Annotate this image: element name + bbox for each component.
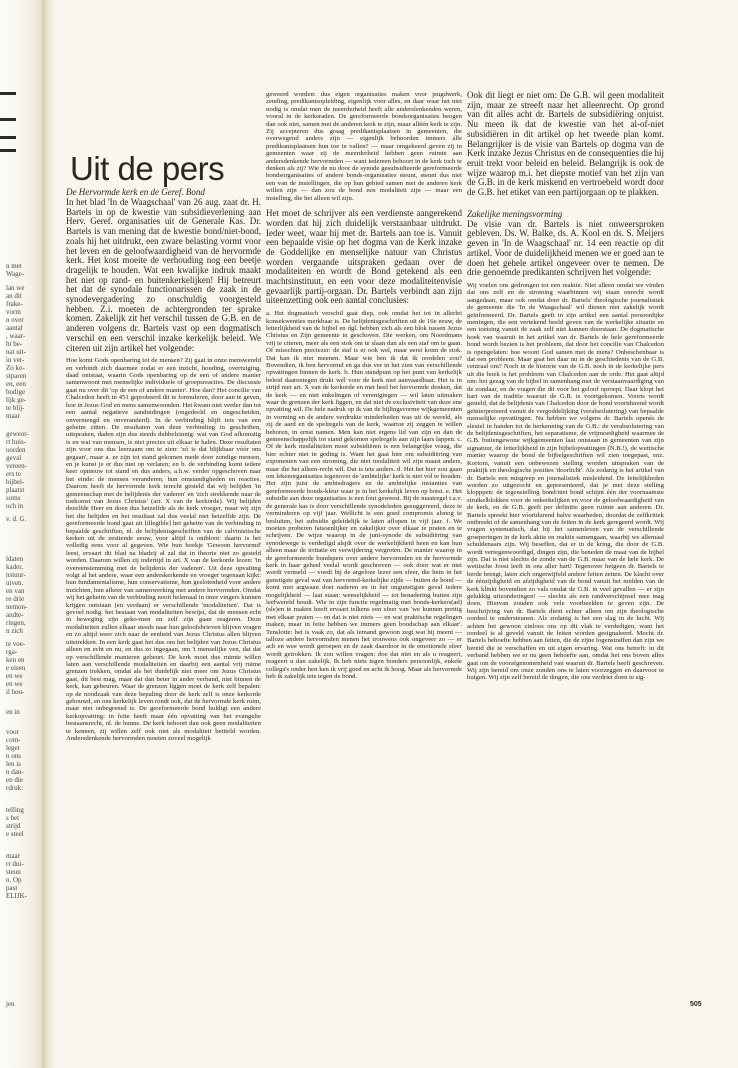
black-rule-mark	[0, 136, 16, 139]
section-subheading: Zakelijke meningsvorming	[467, 208, 563, 219]
article-title: Uit de pers	[70, 150, 225, 187]
previous-page-text: te voe- rga- ken en e eisen en we en we il hou-	[6, 640, 26, 696]
book-gutter	[42, 0, 54, 1068]
paragraph-gap	[467, 202, 664, 209]
column-1	[66, 187, 261, 1035]
previous-page-text: jen	[6, 1000, 15, 1008]
black-rule-mark	[0, 118, 16, 121]
section-subheading: De Hervormde kerk en de Geref. Bond	[66, 187, 205, 197]
commentary-paragraph: Ook dit liegt er niet om: De G.B. wil geen modaliteit zijn, maar ze streeft naar het alleenrecht. Op grond van dit alles acht dr. Bartels de subsidiëring onjuist. Nu meen ik dat de kwestie van het al-of-niet subsidiëren in dit artikel op het tweede plan komt. Belangrijker is de visie van Bartels op dogma van de Kerk inzake Jezus Christus en de consequenties die hij eruit trekt voor beleid en beleid. Belangrijk is ook de wijze waarop m.i. het diepste motief van het zijn van de G.B. in de kerk miskend en vertroebeld wordt door de G.B. het etiket van een partijorgaan op te plakken.	[467, 91, 664, 198]
conclusions-list: a. Het dogmatisch verschil gaat diep, ook omdat het tot in allerlei konsekwenties merkbaar is. De belijdenisgeschriften uit de 16e eeuw, de letterlijkheid van de bijbel en dgl. hebben zich als een blok tussen Jezus Christus en Zijn gemeente in geschoven. Die werken, om Noordmans vrij te citeren, meer als een stok om te slaan dan als een staf om te gaan. Of misschien preciezer: de staf is er ook wel, maar eerst komt de stok. Dat kan ik niet meenen. Maar wie ben ik dat ik oordelen zou? Bovendien, ik ben hervormd en ga dus ver in het zien van verschillende opvattingen binnen de kerk. b. Hun standpunt op het punt van kerkelijk beleid daarentegen drukt wél voor de kerk niet aanvaardbaar. Het is in strijd met art. X van de kerkorde en met heel het hervormde denken, dat de kerk — en niet enkelingen of verenigingen — wil laten uitmaken waar de grenzen der kerk liggen, en dat niet de exclusiviteit van deze ene opvatting wil. De hele nadruk op ik van de bijlingsvorme wijkgemeenten in vorming en de andere verdrukte minderheden was uit de wereld, als zij de aard en de spelregels van de kerk, waartoe zij zeggen te willen behoren, in ernst namen. Men kan niet ergens lid van zijn en dan de gemeenschappelijk tot stand gekomen spelregels aan zijn laars lappen. c. Of de kerk modaliteiten moet subsidiëren is een belangrijke vraag, die hier echter niet in geding is. Want het gaat hier om subsidiëring van exponenten van een stroming, die niet modaliteit wil zijn maast anders, maar die het alleen-recht wil. Dat is iets anders. d. Het het hier zou gaan om lekenorganisaties tegenover de 'ambtelijke' kerk is niet vol te houden. Het zijn juist de ambtsdragers en de ambtelijke instanties van gereformeerde bonds-kleur waar je in het kerkelijk leven op botst. e. Het subsidie aan deze organisaties is een fout geweest. Bij de maatregel t.a.v. de generale kas is door verschillende synodeleden gesuggereerd, deze te verminderen op vijf jaar. Wellicht is een goed compromis alsnog te besluiten, het subsidie geleidelijk te laten aflopen in vijf jaar. f. We moeten proberen fatsoenlijker en zakelijker over elkaar te praten en te schrijven. De wijze waarop in de juni-synode de subsidiëring van synodewege is verdedigd alsjdt over de werkelijkheid heen en kan hun alleen maar de irritatie en verwijdering vergroten. De manier waarop in de gereformeerde bondspers over andere hervormden en de hervormde kerk in haar geheel veelal wordt geschreven — ook door wat er niet wordt vermeld — voedt bij de argeloze lezer een sfeer, die hem in het gunstigste geval wat van hervormd-kerkelijke zijde — buiten de bond — komt met argwaan doet naderen en in het ongunstigste geval iedere mogelijkheid — laat staan: wenselijkheid — tot benadering buiten zijn leefwereld houdt. Wie in zijn functie regelmatig met bonds-kerkers(ad)(sle)en te maken heeft ervaart telkens een sfeer van 'we kunnen prettig met elkaar praten — en dat is niet niets — en wat praktische regelingen maken, maar in feite hebben we immers geen boodschap aan elkaar'. Tenslotte: het is vaak zo, dat als iemand gewoon zegt wat hij meent — talloze andere hervormden menen het trouwens ook ongeveer zo — er ach en wee wordt geroepen en de zaak daardoor in de emotionele sfeer wordt getrokken. Ik zou willen vragen: doe dat niet en als u reageert, reageert u dan zakelijk. Ik heb niets tegen bonders persoonlijk, enkele collega's onder hen ken ik vrij goed en acht ik hoog. Maar als hervormde heb ik zakelijk iets tegen de bond.	[266, 310, 462, 681]
quoted-text: geweerd worden: dus eigen organisaties maken voor jeugdwerk, zending, predikantsopleiding, eigenlijk voor alles, en daar waar het niet nodig is omdat men de meerderheid heeft alle anderslenkenden weren, vooral in de kerkeraden. De gereformeerde bondsorganisaties beogen dan ook niet, samen met de anderen kerk te zijn, maar alléén kerk te zijn. Zij accepteren dus graag predikantsplaatsen in gemeenten, die overwegend anders zijn — eigenlijk behoorden immers álle predikantsplaatsen hun toe te vallen? — maar omgekeerd geven zij in gemeenten waar zij de meerderheid hebben geen ruimte aan andersdenkende hervormden — want iedereen behoort in de kerk toch te denken als zij? Wie de nu door de synode gesubsidieerde gereformeerde bondsorganisaties of andere bonds-organisaties steunt, steunt dus niet een van de instellingen, die op hun gebied samen met de anderen kerk willen zijn — dan zou de bond een modaliteit zijn — maar een instelling, die het alleen wil zijn.	[266, 91, 462, 202]
quoted-text: Wij voelen ons gedrongen tot een reaktie. Niet alleen omdat we vinden dat ons zelf en de stroming waarbinnen wij staan onrecht wordt aangedaan, maar ook omdat door dr. Bartels' theologische journalistiek de gemeente die 'In de Waagschaal' wil dienen niet zakelijk wordt geïnformeerd. Dr. Bartels geeft in zijn artikel een aantal persoonlijke meningen, die een vertekend beeld geven van de werkelijke situatie en een toetsing vanuit de zaak zelf niet kunnen doorstaan. De dogmatische hoek van waaruit in het artikel van dr. Bartels de hele gereformeerde bond wordt bezien is het probleem, dat door het concilie van Chalcedon is opengelaten: hoe woont God samen met de mens? Onbeschenbaar is dat een probleem. Maar gaat het daar nu in de geschiedenis van de G.B. centraal om? Noch in de historie van de G.B. noch in de kerkelijke pers uit die hoek is het probleem van Chalcedon aan de orde. Het gaat altijd om: het gezag van de bijbel in samenhang met de verstaanvaardiging van de zondaar, en de vragen die dit voor het geloof oproept. Daar klopt het hart van de traditie waaruit de G.B. is voortgekomen. Voorts wordt gesteld, dat de belijdenis van Chalcedon door de bond voortdurend wordt geïnterpreteerd vanuit de vergoddelijking (verabsolutering) van bepaalde menselijke opvattingen. Nu hebben we volgens dr. Bartels openés de sleutel in handen tot de herkenning van de G.B.: de verabsolutering van de belijdenisgeschriften, het separatisme, de vrijmoedigheid waarmee de G.B. buitengewone wijkgemeenten laat ontstaan in gemeenten van zijn signatuur, de letterlijkheid in zijn bijbelopvattingen (N.B.!), de wettische manier waarop de bond de bijbelgeschriften wil zien toegepast, enz. Kortom, vanuit een onbewezen stelling worden uitspraken van de praktijk en theologische posities 'doorlicht'. Als zodanig is het artikel van dr. Bartels een misgreep en journalistiek misleidend. De feitelijkheden worden zo uitgezocht en gepresenteerd, dat je met deze stelling klopppen: de tegenstelling bond/niet bond schijnt één der voornaamste struikelblokken voor de onkerkelijken en voor de geloofwaardigheid van de kerk, en de G.B. geeft per definitie geen ruimte aan anderen. Dr. Bartels spreekt hier vóortdurend halve waarheden, doordat de zelfkritiek ontbreekt of de samenhang van de feiten in de kerk geregeerd wordt. Wij vragen systematisch, dat bij het samenleven van de verschillende groeperingen in de kerk aktie en reaktie samengaan, waarbij we allemaal schuldenaars zijn. Wij beseffen, dat er in de kring, die door de G.B. wordt vertegenwoordigd, dingen zijn, die beneden de maat van de bijbel zijn. Dat is niet slechts de zonde van de G.B. maar van de hele kerk. De wettische Joost leeft in ons aller hart! Tegenover hetgeen dr. Bartels te berde brengt, laten zich ongetwijfeld andere feiten zetten. De klacht over de éénzijdigheid en afzijdigheid van de bond vanuit het midden van de kerk klinkt bovendien zo vals omdat de G.B. in veel gevallen — er zijn gelukkig uitzonderingen! — slechts als een randverschijnsel mee mag doen. Hiervan zouden ook vele voorbeelden te geven zijn. De beschrijving van dr. Bartels dient echter alleen om zijn theologische oordeel te ondersteunen. Als zodanig is het een slag in de lucht. Wij achten het gewoon zinloos ons op dit vlak te verdedigen, want het oordeel is al geveld vanuit de feiten worden gesignaleerd. Mocht dr. Bartels behoefte hebben aan feiten, die de zijne logenstraffen dan zijn we bereid die te verschaffen en uit eigen ervaring. Wat ons betreft: in dit verband hebben we er nu geen behoefte aan, omdat het ons boven alles gaat om de voorafgenomenheid van waaruit dr. Bartels heeft geschreven. Wij zijn bereid om onze zonden ons te laten voorzeggen en daarvoor te buigen. Wij zijn zelf bereid de dingen, die ons verdriet doen te sig-	[467, 281, 664, 682]
black-rule-mark	[0, 149, 16, 152]
previous-page-text: en in	[6, 708, 20, 716]
previous-page-text: v. d. G.	[6, 515, 27, 523]
previous-page-text: lan we an dit frake- vorm n over aantal , waar- ht be- nat uit- in ver- Zo ko- stparen en, een bodige lijk ge- te blij- maar	[6, 284, 27, 420]
previous-page-text: n met Wage-	[6, 262, 25, 278]
column-2	[266, 91, 462, 1035]
column-3	[467, 91, 664, 1035]
previous-page-text: voor com- leger n ons len is n dan- en die rdruk:	[6, 728, 24, 792]
black-rule-mark	[0, 92, 16, 95]
previous-page-text: ldaten kader, nstuur- uiven. en van re drie nemon- andte- ringen, n zich	[6, 555, 28, 635]
commentary-paragraph: Het moet de schrijver als een verdienste aangerekend worden dat hij zich duidelijk verstaanbaar uitdrukt. Ieder weet, waar hij met dr. Bartels aan toe is. Vanuit een bepaalde visie op het dogma van de Kerk inzake de Goddelijke en menselijke natuur van Christus worden vergaande uitspraken gedaan over de modaliteiten en wordt de Bond getekend als een machtsinstituut, en een voor deze modaliteitenvisie gevaarlijk partij-orgaan. Dr. Bartels verbindt aan zijn uiteenzetting ook een aantal conclusies:	[266, 208, 462, 306]
previous-page-edge	[0, 0, 42, 1068]
previous-page-text: geweor- rt buis- oorden geval vereen- ers te bijbel- plaatst soms och in	[6, 430, 29, 510]
intro-paragraph: In het blad 'In de Waagschaal' van 26 aug. zaat dr. H. Bartels in op de kwestie van subsidieverlening aan Herv. Geref. organisaties uit de Generale Kas. Dr. Bartels is van mening dat de kwestie bond/niet-bond, zoals hij het uitdrukt, een zware belasting vormt voor het leven en de geloofwaardigheid van de hervormde kerk. Het kost moeite de verhouding nog een beetje dragelijk te houden. Wat een kwalijke indruk maakt het niet op rand- en buitenkerkelijken! Hij betreurt het dat de synodale functionarissen de zaak in de synodevergadering zo onschuldig voorgesteld hebben. Z.i. moeten de achtergronden ter sprake komen. Zakelijk zit het verschil tussen de G.B. en de anderen volgens dr. Bartels vast op een dogmatisch verschil en een verschil inzake kerkelijk beleid. We citeren uit zijn artikel het volgende:	[66, 197, 261, 353]
previous-page-text: maar rr dui- steun n. Op past ELIJK-	[6, 852, 27, 900]
quoted-text: Hoe komt Gods openbaring tot de mensen? Zij gaat in onze menswereld en verbindt zich daarmee zodat er een inzicht, houding, overtuiging, daad ontstaat, waarin Gods openbaring op de een of andere manier samenwoont met menselijke individuele of groepsreacties. De discussie gaat nu over dit 'op de een of andere manier'. Hoe dan? Het concilie van Chalcedon heeft in 451 geprobeerd dit te formuleren, door aan te geven, hoe in Jezus God en mens samenwoonden. Het kwam niet verder dan tot een aantal negatieve aanduidingen (ongedeeld en ongescheiden, onvermengd en onveranderd). In de verbinding blijft iets van een geheim zitten. De resultaten van deze verbinding in geschriften, uitspraken, daden zijn dus steeds dubbelzinnig: wat van God afkomstig is en wat van mensen, is niet precies uit elkaar te halen. Deze resultaten zijn voor ons dus leerzaam om te zien: 'zó is dat blijkbaar vóór ons gegaan', maar a. ze zijn tot stand gekomen mede door zondige mensen, en je kunst je er dus niet op verlaten; en b. de verbinding komt iedere keer opnieuw tot stand en dus anders, a.h.w. verder opgeschoven naar het einde: de mensen veranderen, hun omstandigheden en reacties. Daarom heeft de hervormde kerk terecht gesteld dat wij belijden 'in gemeenschap met de belijdenis der vaderen' en 'zich strekkende naar de toekomst van Jezus Christus' (art. X van de kerkorde). Wij belijden dezelfde Heer en doen dus hetzelfde als de kerk vroeger, maar wij zijn het die belijden en het resultaat zal dus veelal niet hetzelfde zijn. De gereformeerde bond gaat uit [illegible] het geheim van de verbinding in bepaalde geschriften, nl. de belijdenisgeschriften van de calvinistische kerken uit de zestiende eeuw, voor altijd is ontbloot: daarin is het volledig eens voor al gegeven. Wie hun boekje 'Gewoon hervormd' leest, ervaart dit blad na bladzij al zal dat in theorie niet zo gesteld worden. Daarom willen zij indertijd in art. X van de kerkorde lezen: 'in overeenstemming met de belijdenis der vaderen'. Uit deze opvatting volgt al het andere, waar een anderskerkende en vroeger tegenaan kijkt: hun fundamentalisme, hun conservatisme, hun geslotenheid voor andere inzichten, hun afkeer van samenwerking met andere hervormden. Omdat wij het geheim van de verbinding nooit helemaal in onze vingers kunnen krijgen ontstaan (en verdaan) er verschillende 'modaliteiten'. Dat is gevoel nodig. het bestaan van modaliteiten bewijst, dat de mensen echt in beweging zijn geko-men en zelf zijn gaan reageren. Deze modaliteiten zullen elkaar steeds naar hun geloofsbrieven blijven vragen en zo altijd weer zich naar de eenheid van Jezus Christus allen blijven uitstrekken. In een kerk gaat het dus om het belijden van Jezus Christus alleen en echt en nu, en dus zo ingegaan, om 't menselijke ven, dat dat op verschillende manieren gebeurt. De kerk moet dus ruimte willen laten aan verschillende modaliteiten en daarbij een aantal vrij ruime grenzen trekken, omdat als het duidelijk niet meer om Jezus Christus gaat, dit best mag, maar dat dan beter in ander verband, niet binnen de kerk, kan gebeuren. Waar de grenzen liggen moet de kerk zelf bepalen: op de noodzaak van deze bepaling door de kerk zelf is onze kerkorde gebouwd, en ons kerkelijk leven rondt ook, dat de hervormde kerk ruim, maar niet onbegrensd is. De gereformeerde bond huldigt een andere kerkopvatting: in feite heeft maar één opvatting van het evangelie bestaansrecht, nl. de hunne. De kerk behoort dan ook geen modaliteiten te kennen, zij willen zelf ook niet als modaliteit betiteld worden. Andersdenkende hervormden moeten zoveel mogelijk	[66, 357, 261, 742]
previous-page-text: telling s het strijd e steel	[6, 806, 24, 838]
commentary-paragraph: De visie van dr. Bartels is niet onweersproken gebleven. Ds. W. Balke, ds. A. Kool en ds. S. Meijers geven in 'In de Waagschaal' nr. 14 een reactie op dit artikel. Voor de duidelijkheid menen we er goed aan te doen het gehele artikel ongeveer over te nemen. De drie genoemde predikanten schrijven het volgende:	[467, 218, 664, 278]
page-number: 505	[690, 1001, 702, 1008]
